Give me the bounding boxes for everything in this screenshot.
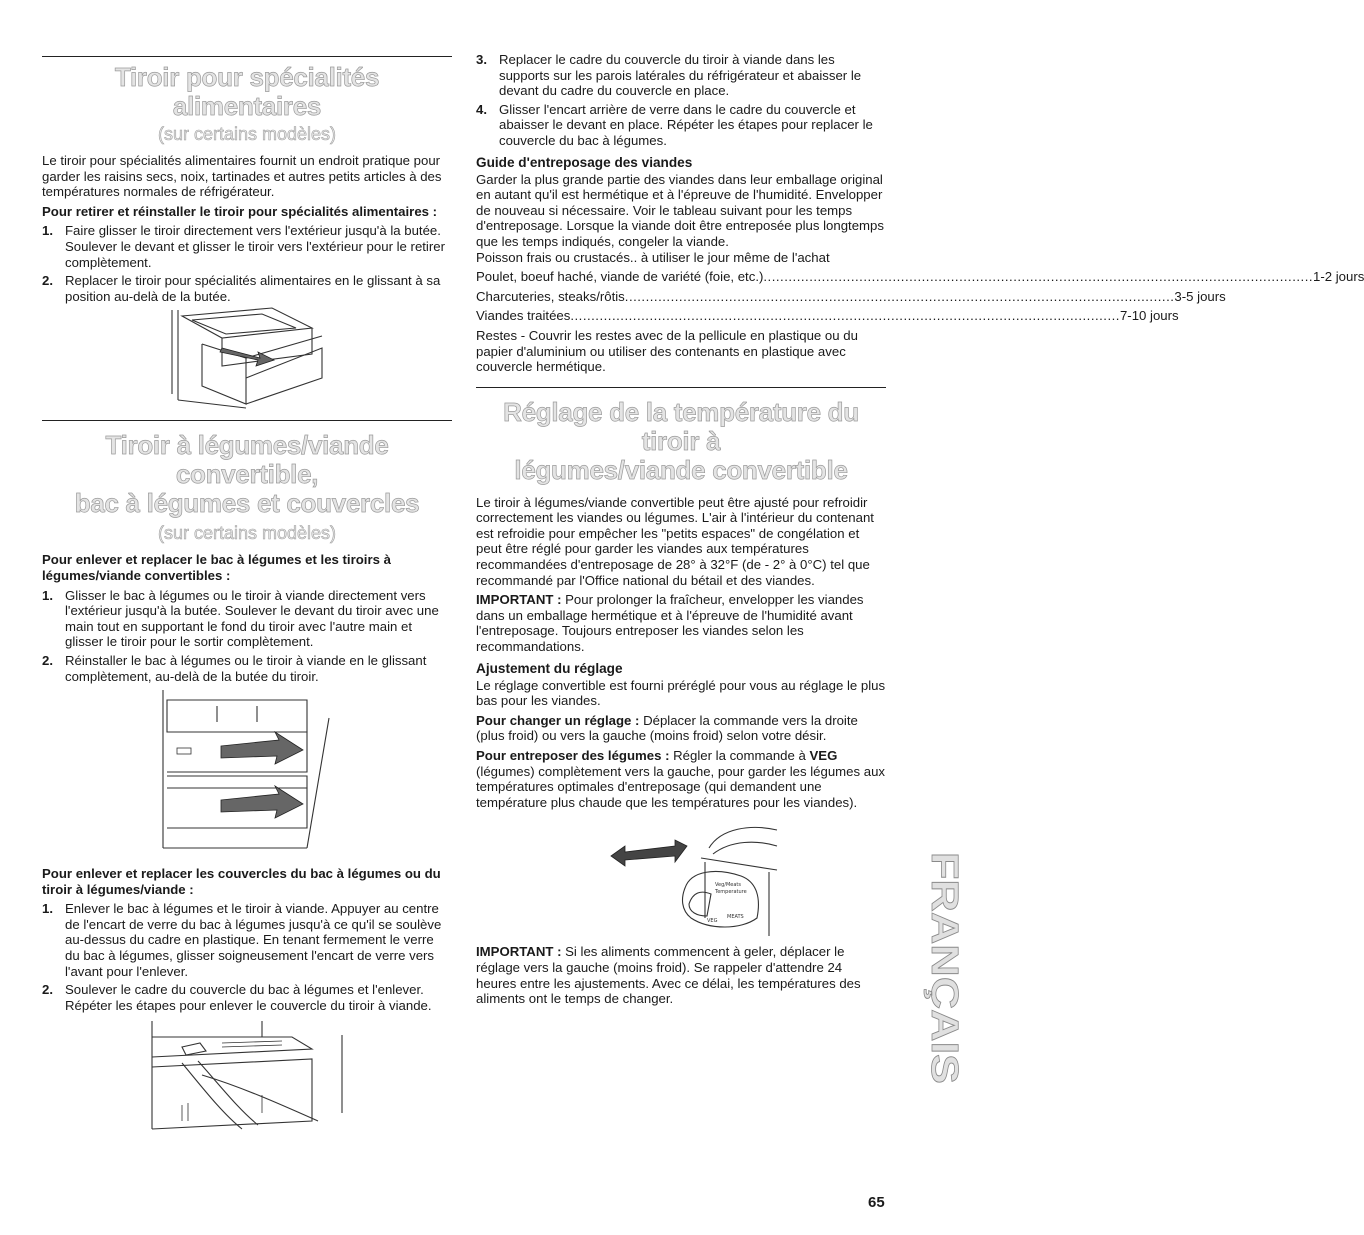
control-label-veg: VEG [707, 918, 718, 925]
cover-replace-steps [476, 52, 886, 149]
storage-row: Viandes traitées ..... 7-10 jours [476, 308, 886, 324]
meat-storage-text: Garder la plus grande partie des viandes dans leur emballage original en autant qu'il est hermétique et à l'épreuve de l'humidité. Envelopper de nouveau si nécessaire. Voir le tableau suivant pour les temps d'entreposage. Lorsque la viande doit être entreposée plus longtemps que les temps indiqués, congeler la viande. [476, 171, 884, 249]
list-item: 1. Faire glisser le tiroir directement vers l'extérieur jusqu'à la butée. Soulever le devant et glisser le tiroir vers l'extérieur pour le retirer complètement. [42, 223, 445, 270]
crisper-covers-steps [42, 901, 452, 1013]
specialty-drawer-title: Tiroir pour spécialités alimentaires [114, 62, 380, 121]
page-number: 65 [868, 1194, 885, 1211]
section-divider [476, 387, 886, 388]
temperature-title-line2: légumes/viande convertible [514, 454, 848, 485]
list-item: 2. Réinstaller le bac à légumes ou le tiroir à viande en le glissant complètement, au-delà de la butée du tiroir. [42, 652, 427, 684]
specialty-drawer-illustration [162, 308, 332, 412]
storage-row: Poulet, boeuf haché, viande de variété (foie, etc.) ..... 1-2 jours [476, 269, 886, 285]
list-item: 2. Soulever le cadre du couvercle du bac à légumes et l'enlever. Répéter les étapes pour enlever le couvercle du tiroir à viande. [42, 982, 432, 1013]
veg-setting-text: Pour entreposer des légumes : Régler la commande à VEG (légumes) complètement vers la gauche, pour garder les légumes aux températures optimales d'entreposage (qui demandent une température plus chaude que les températures pour les viandes). [476, 748, 886, 810]
adjust-heading: Ajustement du réglage [476, 660, 623, 676]
temperature-control-illustration [581, 818, 781, 940]
convertible-drawer-steps [42, 588, 452, 685]
convertible-drawer-title-line1: Tiroir à légumes/viande convertible, [105, 430, 389, 490]
convertible-drawer-title-line2: bac à légumes et couvercles [74, 488, 420, 519]
convertible-drawer-subtitle: (sur certains modèles) [157, 523, 337, 544]
temperature-intro: Le tiroir à légumes/viande convertible peut être ajusté pour refroidir correctement les viandes ou légumes. L'air à l'intérieur du contenant est refroidie pour empêcher les "petits espaces" de congélation et peut être réglé pour garder les viandes aux températures recommandées d'entreposage de 28° à 32°F (de - 2° à 0°C) tel que recommandé par l'Office national du bétail et des viandes. [476, 494, 874, 588]
important-note-1: IMPORTANT : Pour prolonger la fraîcheur, envelopper les viandes dans un emballage hermétique et à l'épreuve de l'humidité avant l'entreposage. Toujours entreposer les viandes selon les recommandations. [476, 592, 864, 655]
specialty-drawer-subtitle: (sur certains modèles) [157, 124, 337, 144]
section-divider [42, 420, 452, 421]
crisper-drawers-illustration [157, 688, 337, 856]
control-label-mid: Temperature [715, 889, 747, 896]
language-tab-label: FRANÇAIS [923, 852, 965, 1049]
list-item: 1. Glisser le bac à légumes ou le tiroir à viande directement vers l'extérieur jusqu'à la butée. Soulever le devant du tiroir avec une main tout en supportant le fond du tiroir avec l'autre main et glisser le tiroir pour le sortir complètement. [42, 587, 439, 650]
list-item: 3. Replacer le cadre du couvercle du tiroir à viande dans les supports sur les parois latérales du réfrigérateur et abaisser le devant du cadre du couvercle en place. [476, 52, 862, 99]
list-item: 1. Enlever le bac à légumes et le tiroir à viande. Appuyer au centre de l'encart de verre du bac à légumes jusqu'à ce qu'il se soulève au-dessus du cadre en plastique. En tenant fermement le verre du bac à légumes, glisser soigneusement l'encart de verre vers l'avant pour l'enlever. [42, 901, 442, 979]
left-column [42, 48, 452, 1135]
section-divider [42, 56, 452, 57]
list-item: 2. Replacer le tiroir pour spécialités alimentaires en le glissant à sa position au-delà de la butée. [42, 273, 441, 304]
storage-row: Charcuteries, steaks/rôtis ..... 3-5 jours [476, 289, 886, 305]
convertible-drawer-heading: Pour enlever et replacer le bac à légumes et les tiroirs à légumes/viande convertibles : [42, 552, 391, 583]
fish-storage-line: Poisson frais ou crustacés.. à utiliser le jour même de l'achat [476, 249, 830, 265]
meat-storage-heading: Guide d'entreposage des viandes [476, 154, 693, 170]
specialty-drawer-intro: Le tiroir pour spécialités alimentaires fournit un endroit pratique pour garder les raisins secs, noix, tartinades et autres petits articles à des températures normales de réfrigérateur. [42, 153, 442, 200]
adjust-text: Le réglage convertible est fourni préréglé pour vous au réglage le plus bas pour les viandes. [476, 677, 886, 709]
control-label-meats: MEATS [727, 914, 744, 921]
list-item: 4. Glisser l'encart arrière de verre dans le cadre du couvercle et abaisser le devant en place. Répéter les étapes pour replacer le couvercle du bac à légumes. [476, 101, 873, 148]
specialty-drawer-steps [42, 223, 452, 304]
important-note-2: IMPORTANT : Si les aliments commencent à geler, déplacer le réglage vers la gauche (moins froid). Se rappeler d'attendre 24 heures entre les ajustements. Avec ce délai, les températures des aliments ont le temps de changer. [476, 944, 861, 1007]
specialty-drawer-heading: Pour retirer et réinstaller le tiroir pour spécialités alimentaires : [42, 203, 438, 219]
change-setting-text: Pour changer un réglage : Déplacer la commande vers la droite (plus froid) ou vers la gauche (moins froid) selon votre désir. [476, 712, 858, 744]
temperature-title-line1: Réglage de la température du tiroir à [503, 396, 859, 456]
cover-removal-illustration [142, 1017, 352, 1135]
leftovers-text: Restes - Couvrir les restes avec de la pellicule en plastique ou du papier d'aluminium ou utiliser des contenants en plastique avec couvercle hermétique. [476, 327, 858, 375]
language-tab [898, 848, 965, 1088]
control-label-top: Veg/Meats [715, 882, 741, 889]
crisper-covers-heading: Pour enlever et replacer les couvercles du bac à légumes ou du tiroir à légumes/viande : [42, 866, 441, 897]
